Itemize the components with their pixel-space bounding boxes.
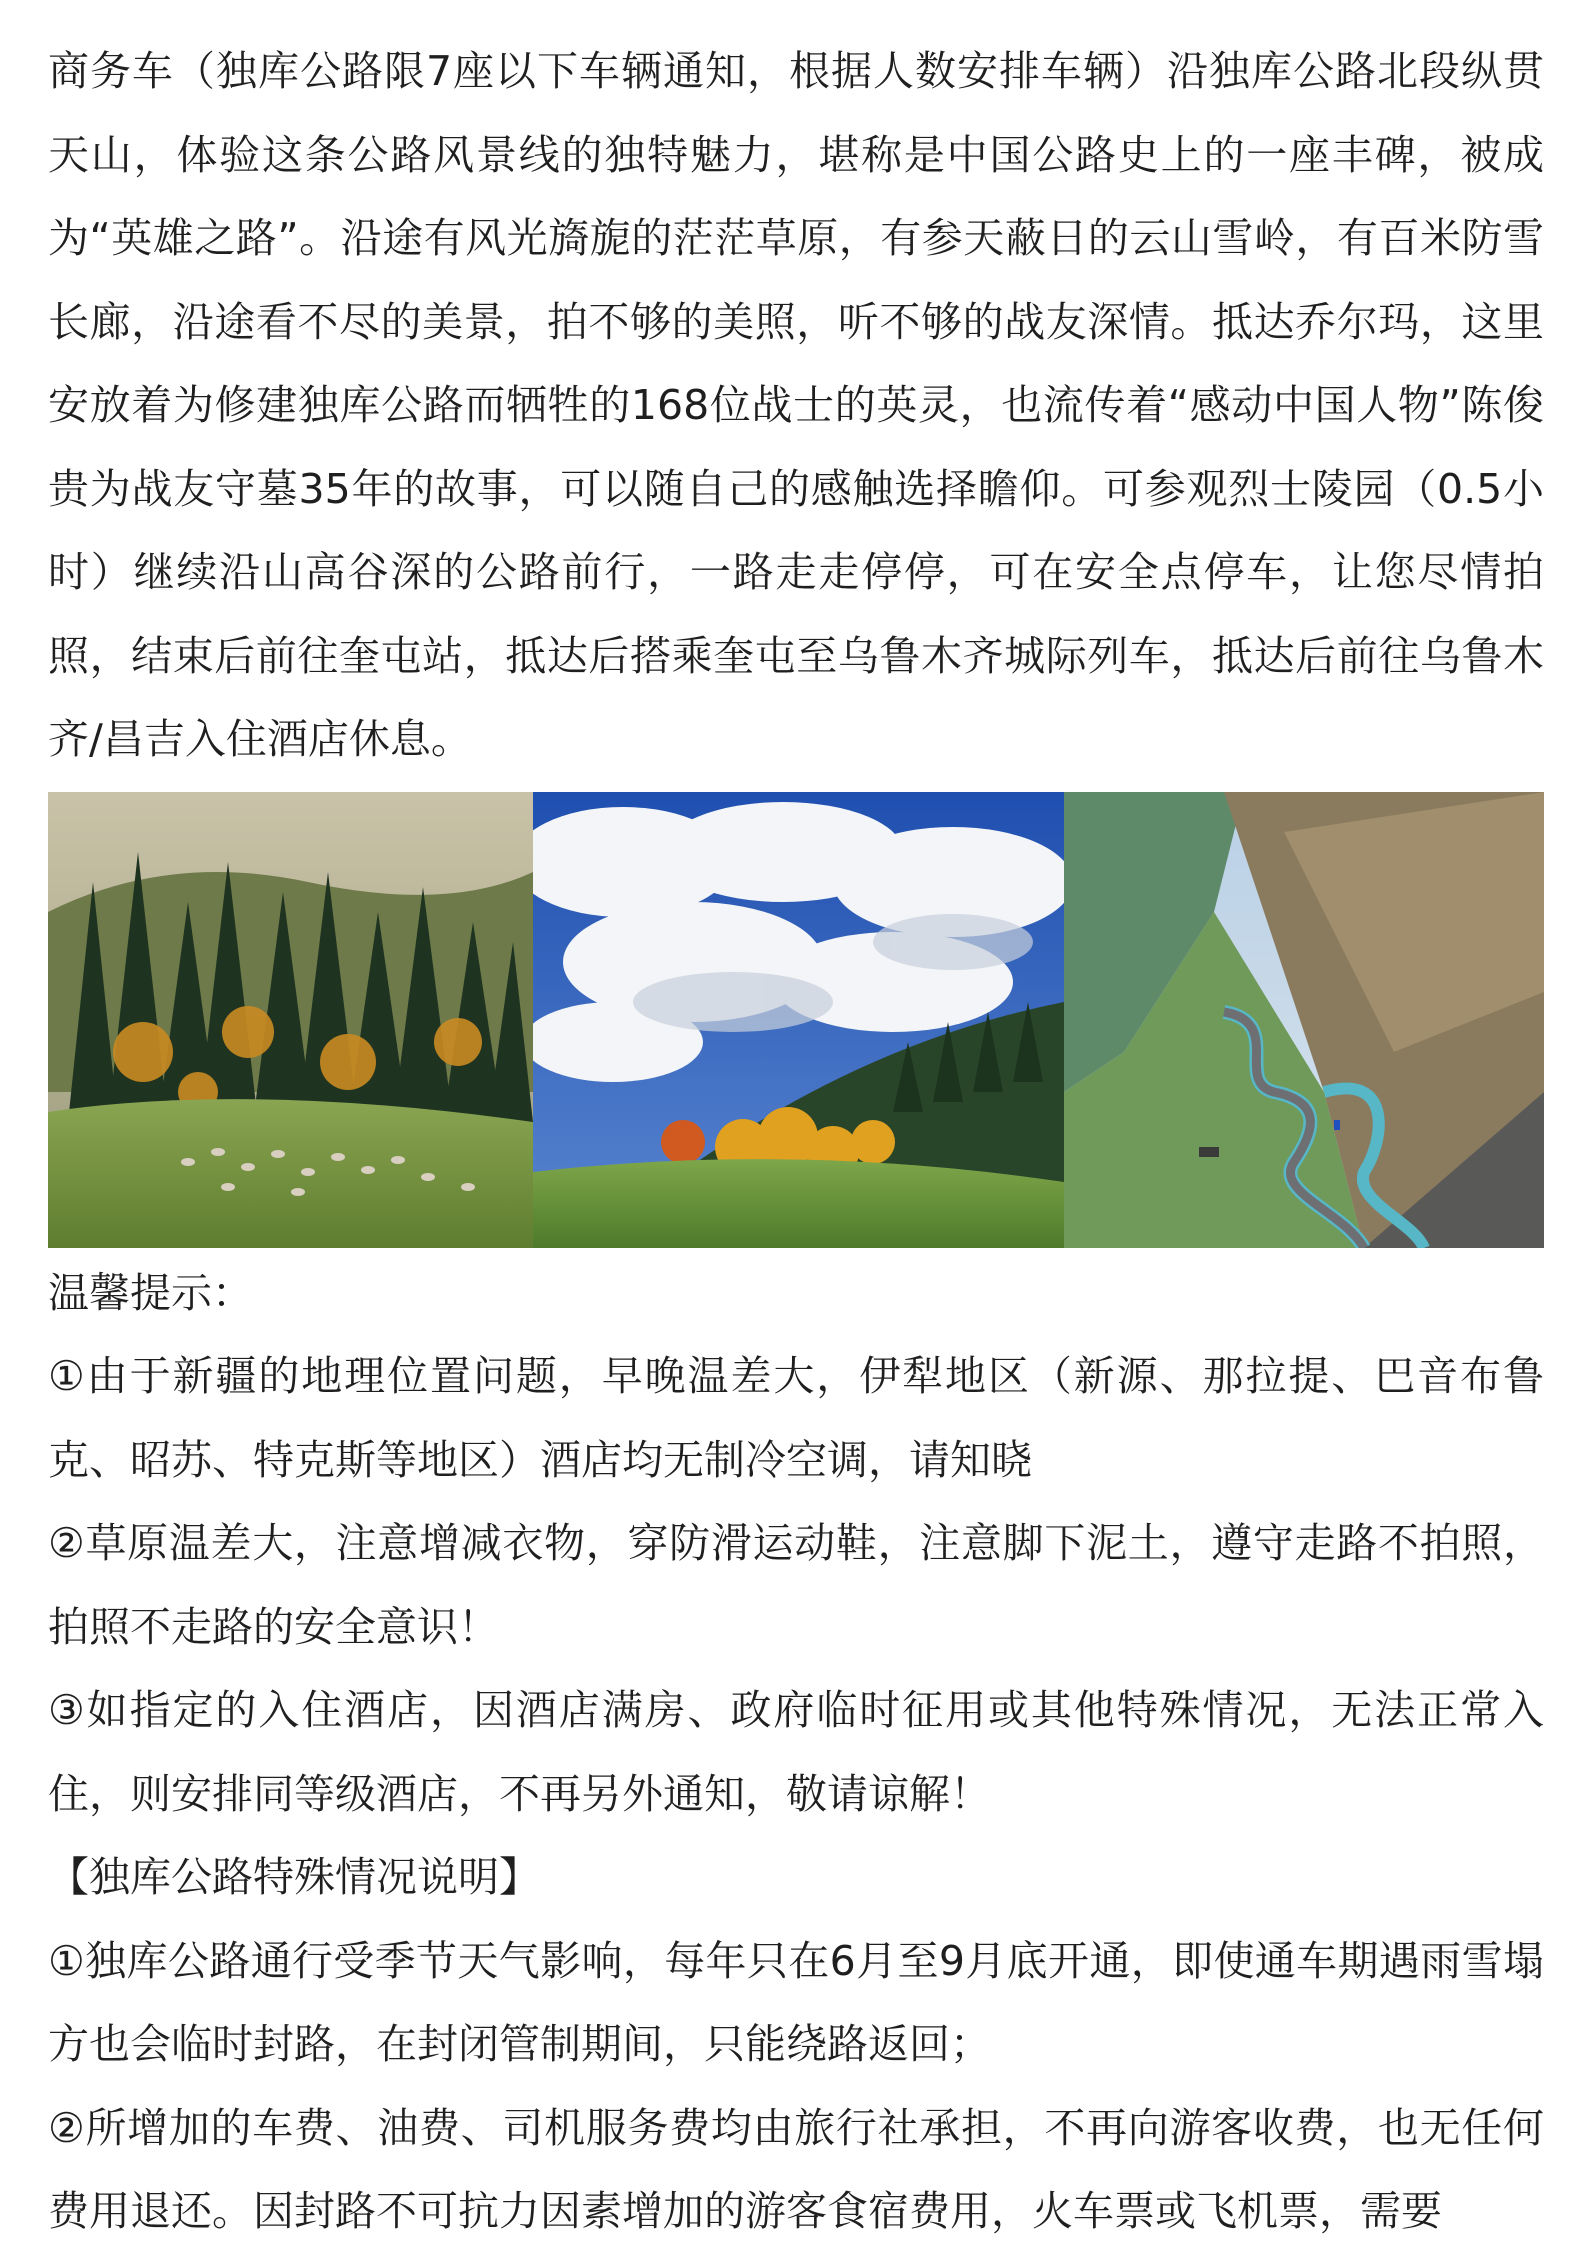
- tip-item: ②草原温差大，注意增减衣物，穿防滑运动鞋，注意脚下泥土，遵守走路不拍照，拍照不走路的安全意识！: [48, 1519, 1544, 1651]
- mountain-road-photo: [1064, 792, 1544, 1248]
- special-item: ②所增加的车费、油费、司机服务费均由旅行社承担，不再向游客收费，也无任何费用退还。因封路不可抗力因素增加的游客食宿费用，火车票或飞机票，需要: [48, 2103, 1544, 2235]
- tip-item: ①由于新疆的地理位置问题，早晚温差大，伊犁地区（新源、那拉提、巴音布鲁克、昭苏、特克斯等地区）酒店均无制冷空调，请知晓: [48, 1352, 1544, 1484]
- special-title: 【独库公路特殊情况说明】: [48, 1853, 540, 1901]
- sky-clouds-photo: [533, 792, 1064, 1248]
- special-item: ①独库公路通行受季节天气影响，每年只在6月至9月底开通，即使通车期遇雨雪塌方也会临时封路，在封闭管制期间，只能绕路返回；: [48, 1936, 1544, 2068]
- document-page: [48, 0, 1544, 2254]
- intro-paragraph: 商务车（独库公路限7座以下车辆通知，根据人数安排车辆）沿独库公路北段纵贯天山，体验这条公路风景线的独特魅力，堪称是中国公路史上的一座丰碑，被成为“英雄之路”。沿途有风光旖旎的茫茫草原，有参天蔽日的云山雪岭，有百米防雪长廊，沿途看不尽的美景，拍不够的美照，听不够的战友深情。抵达乔尔玛，这里安放着为修建独库公路而牺牲的168位战士的英灵，也流传着“感动中国人物”陈俊贵为战友守墓35年的故事，可以随自己的感触选择瞻仰。可参观烈士陵园（0.5小时）继续沿山高谷深的公路前行，一路走走停停，可在安全点停车，让您尽情拍照，结束后前往奎屯站，抵达后搭乘奎屯至乌鲁木齐城际列车，抵达后前往乌鲁木齐/昌吉入住酒店休息。: [48, 47, 1544, 763]
- forest-meadow-photo: [48, 792, 533, 1248]
- tip-item: ③如指定的入住酒店，因酒店满房、政府临时征用或其他特殊情况，无法正常入住，则安排同等级酒店，不再另外通知，敬请谅解！: [48, 1686, 1544, 1818]
- tips-title: 温馨提示：: [48, 1268, 253, 1317]
- photo-strip: [48, 792, 1544, 1248]
- notes-section: [48, 1252, 1544, 2254]
